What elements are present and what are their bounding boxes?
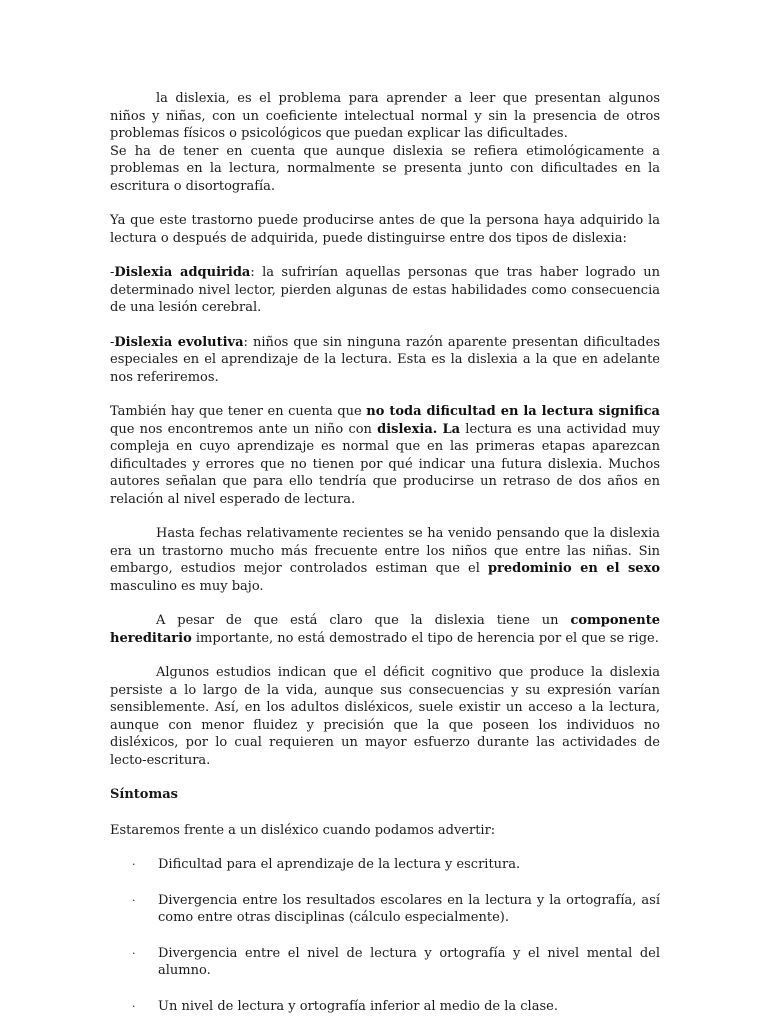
bullet-icon: · — [132, 858, 136, 871]
paragraph-hereditary: A pesar de que está claro que la dislexia tiene un componente hereditario importante, no está demostrado el tipo de herencia por el que se rige. — [110, 613, 660, 646]
paragraph-definition: la dislexia, es el problema para aprender a leer que presentan algunos niños y niñas, con un coeficiente intelectual normal y sin la presencia de otros problemas físicos o psicológicos que puedan explicar las dificultades. — [110, 91, 660, 141]
list-item: · Un nivel de lectura y ortografía inferior al medio de la clase. — [132, 998, 558, 1014]
symptoms-intro: Estaremos frente a un disléxico cuando podamos advertir: — [110, 822, 496, 838]
paragraph-acquired-dyslexia: -Dislexia adquirida: la sufrirían aquellas personas que tras haber logrado un determinado nivel lector, pierden algunas de estas habilidades como consecuencia de una lesión cerebral. — [110, 265, 660, 315]
paragraph-reading-difficulty: También hay que tener en cuenta que no toda dificultad en la lectura significa que nos encontremos ante un niño con dislexia. La lectura es una actividad muy compleja en cuyo aprendizaje es normal que en las primeras etapas aparezcan dificultades y errores que no tienen por qué indicar una futura dislexia. Muchos autores señalan que para ello tendría que producirse un retraso de dos años en relación al nivel esperado de lectura. — [110, 404, 660, 507]
section-heading-symptoms: Síntomas — [110, 787, 178, 802]
bullet-icon: · — [132, 999, 136, 1013]
paragraph-sex-prevalence: Hasta fechas relativamente recientes se ha venido pensando que la dislexia era un trastorno mucho más frecuente entre los niños que entre las niñas. Sin embargo, estudios mejor controlados estiman que el predominio en el sexo masculino es muy bajo. — [110, 526, 660, 594]
paragraph-types-intro: Ya que este trastorno puede producirse antes de que la persona haya adquirido la lectura o después de adquirida, puede distinguirse entre dos tipos de dislexia: — [110, 213, 660, 246]
bullet-icon: · — [132, 946, 136, 960]
paragraph-developmental-dyslexia: -Dislexia evolutiva: niños que sin ninguna razón aparente presentan dificultades especiales en el aprendizaje de la lectura. Esta es la dislexia a la que en adelante nos referiremos. — [110, 334, 660, 385]
bullet-icon: · — [132, 893, 136, 907]
symptoms-list — [110, 856, 660, 1015]
paragraph-lifelong-deficit: Algunos estudios indican que el déficit cognitivo que produce la dislexia persiste a lo largo de la vida, aunque sus consecuencias y su expresión varían sensiblemente. Así, en los adultos disléxicos, suele existir un acceso a la lectura, aunque con menor fluidez y precisión que la que poseen los individuos no disléxicos, por lo cual requieren un mayor esfuerzo durante las actividades de lecto-escritura. — [110, 665, 660, 768]
term-developmental: Dislexia evolutiva — [114, 334, 244, 350]
list-item: · Divergencia entre el nivel de lectura y ortografía y el nivel mental del alumno. — [132, 945, 660, 978]
list-item: · Dificultad para el aprendizaje de la lectura y escritura. — [132, 857, 521, 872]
term-acquired: Dislexia adquirida — [114, 265, 251, 280]
list-item: · Divergencia entre los resultados escolares en la lectura y la ortografía, así como entre otras disciplinas (cálculo especialmente). — [132, 892, 660, 925]
paragraph-etymology: Se ha de tener en cuenta que aunque dislexia se refiera etimológicamente a problemas en la lectura, normalmente se presenta junto con dificultades en la escritura o disortografía. — [110, 143, 660, 194]
